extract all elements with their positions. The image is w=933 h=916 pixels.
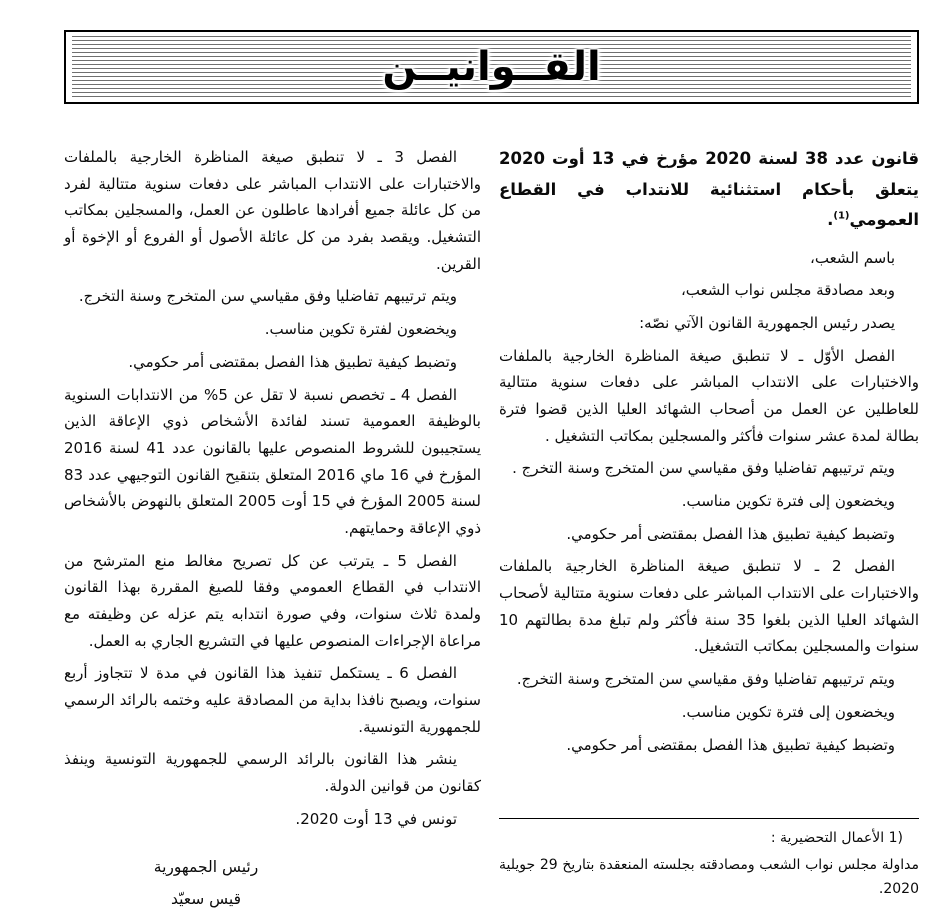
right-paragraphs: [499, 245, 919, 759]
law-title-text: قانون عدد 38 لسنة 2020 مؤرخ في 13 أوت 2020 يتعلق بأحكام استثنائية للانتداب في القطاع العمومي: [499, 149, 920, 230]
right-column: [499, 144, 919, 900]
paragraph: تونس في 13 أوت 2020.: [295, 809, 457, 828]
law-title-footnote-marker: (1): [833, 210, 850, 222]
paragraph: الفصل 2 ـ لا تنطبق صيغة المناظرة الخارجية بالملفات والاختبارات على الانتداب المباشر على دفعات سنوية متتالية لأصحاب الشهائد العليا الذين بلغوا 35 سنة فأكثر ولم تبلغ مدة بطالتهم 10 سنوات والمسجلين بمكاتب التشغيل.: [499, 557, 919, 656]
banner-title: القــوانيــن: [382, 44, 601, 90]
content-columns: [64, 144, 920, 908]
paragraph: باسم الشعب،: [810, 248, 895, 267]
paragraph: ويخضعون لفترة تكوين مناسب.: [264, 320, 457, 339]
left-column: [64, 144, 482, 908]
paragraph: ينشر هذا القانون بالرائد الرسمي للجمهورية التونسية وينفذ كقانون من قوانين الدولة.: [64, 750, 481, 796]
paragraph: الفصل الأوّل ـ لا تنطبق صيغة المناظرة الخارجية بالملفات والاختبارات على الانتداب المباشر على دفعات سنوية متتالية للعاطلين عن العمل من أصحاب الشهائد العليا الذين قضوا فترة بطالة لمدة عشر سنوات فأكثر والمسجلين بمكاتب التشغيل .: [499, 346, 919, 445]
paragraph: الفصل 3 ـ لا تنطبق صيغة المناظرة الخارجية بالملفات والاختبارات على الانتداب المباشر على دفعات سنوية متتالية لفرد من كل عائلة جميع أفرادها عاطلون عن العمل، والمسجلين بمكاتب التشغيل. ويقصد بفرد من كل عائلة الأصول أو الفروع أو الإخوة أو القرين.: [64, 148, 481, 273]
paragraph: الفصل 4 ـ تخصص نسبة لا تقل عن 5% من الانتدابات السنوية بالوظيفة العمومية تسند لفائدة الأشخاص ذوي الإعاقة الذين يستجيبون للشروط المنصوص عليها بالقانون عدد 41 لسنة 2016 المؤرخ في 16 ماي 2016 المتعلق بتنقيح القانون التوجيهي عدد 83 لسنة 2005 المؤرخ في 15 أوت 2005 المتعلق بالنهوض بالأشخاص ذوي الإعاقة وحمايتهم.: [64, 385, 482, 537]
paragraph: ويتم ترتيبهم تفاضليا وفق مقياسي سن المتخرج وسنة التخرج.: [516, 670, 895, 689]
banner-stripes: [72, 36, 911, 98]
law-title: [499, 144, 919, 236]
laws-banner: [64, 30, 919, 104]
footnote-marker: 1): [888, 830, 903, 846]
law-title-period: .: [827, 210, 834, 230]
signature-role: رئيس الجمهورية: [153, 858, 259, 876]
paragraph: ويخضعون إلى فترة تكوين مناسب.: [681, 702, 895, 721]
paragraph: ويخضعون إلى فترة تكوين مناسب.: [681, 492, 895, 511]
footnote-heading-text: الأعمال التحضيرية :: [770, 830, 885, 846]
footnote: [499, 818, 919, 901]
paragraph: وتضبط كيفية تطبيق هذا الفصل بمقتضى أمر حكومي.: [128, 352, 457, 371]
paragraph: ويتم ترتيبهم تفاضليا وفق مقياسي سن المتخرج وسنة التخرج.: [78, 287, 457, 306]
footnote-body: مداولة مجلس نواب الشعب ومصادقته بجلسته المنعقدة بتاريخ 29 جويلية 2020.: [499, 857, 919, 898]
signature-block: [116, 852, 296, 916]
paragraph: ويتم ترتيبهم تفاضليا وفق مقياسي سن المتخرج وسنة التخرج .: [512, 459, 895, 478]
paragraph: وتضبط كيفية تطبيق هذا الفصل بمقتضى أمر حكومي.: [566, 524, 895, 543]
paragraph: وتضبط كيفية تطبيق هذا الفصل بمقتضى أمر حكومي.: [566, 735, 895, 754]
paragraph: يصدر رئيس الجمهورية القانون الآتي نصّه:: [639, 313, 895, 332]
left-paragraphs: [64, 144, 481, 833]
paragraph: الفصل 5 ـ يترتب عن كل تصريح مغالط منع المترشح من الانتداب في القطاع العمومي وفقا للصيغ المقررة بهذا القانون ولمدة ثلاث سنوات، وفي صورة انتدابه يتم عزله عن وظيفته مع مراعاة الإجراءات المنصوص عليها في التشريع الجاري به العمل.: [64, 551, 481, 650]
paragraph: الفصل 6 ـ يستكمل تنفيذ هذا القانون في مدة لا تتجاوز أربع سنوات، ويصبح نافذا بداية من المصادقة عليه وختمه بالرائد الرسمي للجمهورية التونسية.: [64, 664, 481, 736]
paragraph: وبعد مصادقة مجلس نواب الشعب،: [680, 281, 895, 300]
footnote-heading: [499, 826, 919, 850]
signature-name: قيس سعيّد: [170, 889, 242, 908]
